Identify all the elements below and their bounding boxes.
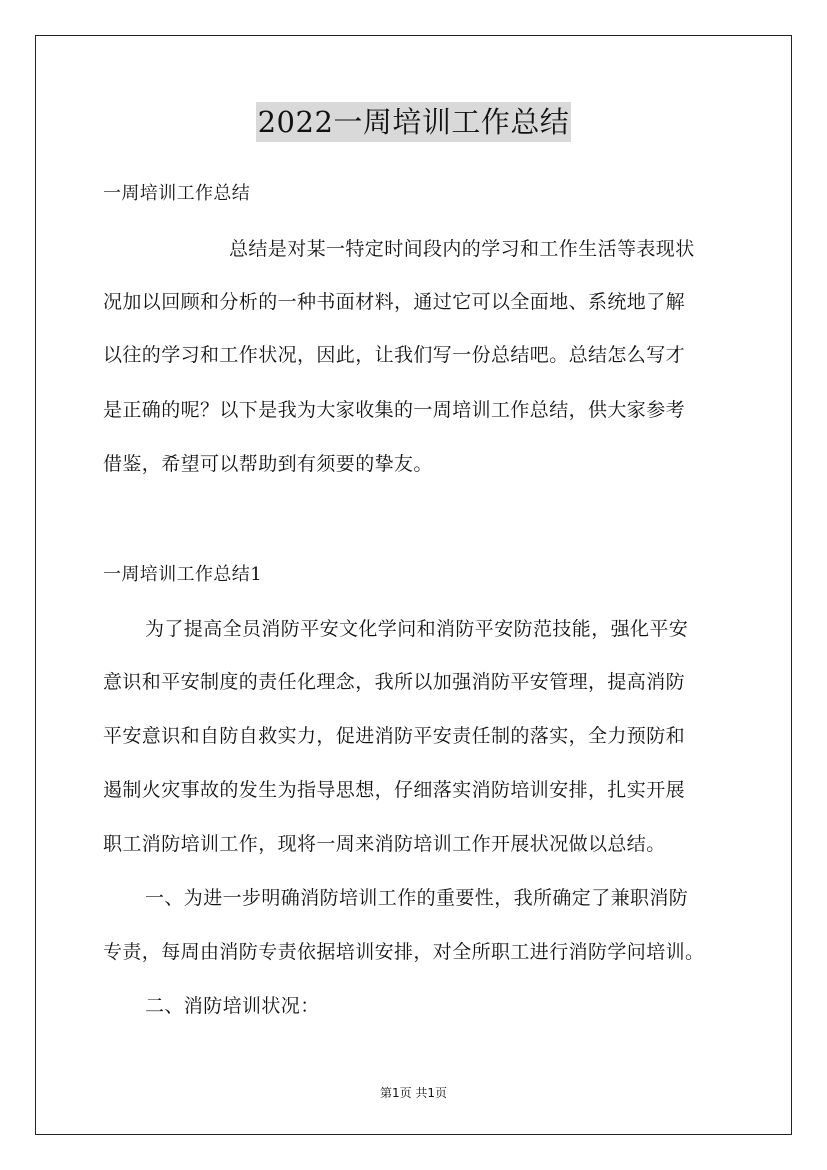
body-line: 意识和平安制度的责任化理念，我所以加强消防平安管理，提高消防 <box>103 671 686 693</box>
title-container <box>0 102 827 142</box>
intro-line: 借鉴，希望可以帮助到有须要的挚友。 <box>103 453 433 475</box>
intro-line: 以往的学习和工作状况，因此，让我们写一份总结吧。总结怎么写才 <box>103 344 686 366</box>
intro-line: 是正确的呢？以下是我为大家收集的一周培训工作总结，供大家参考 <box>103 399 686 421</box>
intro-line: 总结是对某一特定时间段内的学习和工作生活等表现状 <box>229 238 695 260</box>
section-heading: 一周培训工作总结1 <box>103 564 263 585</box>
body-line: 专责，每周由消防专责依据培训安排，对全所职工进行消防学问培训。 <box>103 941 705 963</box>
document-subtitle: 一周培训工作总结 <box>103 183 251 204</box>
body-line: 为了提高全员消防平安文化学问和消防平安防范技能，强化平安 <box>145 618 689 640</box>
body-line: 职工消防培训工作，现将一周来消防培训工作开展状况做以总结。 <box>103 833 666 855</box>
body-line: 一、为进一步明确消防培训工作的重要性，我所确定了兼职消防 <box>145 887 689 909</box>
document-title: 2022一周培训工作总结 <box>256 102 572 142</box>
body-line: 二、消防培训状况： <box>145 995 320 1017</box>
body-line: 平安意识和自防自救实力，促进消防平安责任制的落实，全力预防和 <box>103 725 686 747</box>
intro-line: 况加以回顾和分析的一种书面材料，通过它可以全面地、系统地了解 <box>103 291 686 313</box>
body-line: 遏制火灾事故的发生为指导思想，仔细落实消防培训安排，扎实开展 <box>103 779 686 801</box>
page-footer: 第1页 共1页 <box>379 1086 448 1100</box>
